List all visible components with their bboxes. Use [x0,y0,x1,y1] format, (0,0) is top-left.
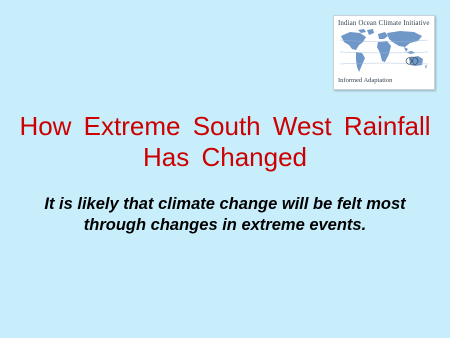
slide-title: How Extreme South West Rainfall Has Changed [19,111,431,172]
logo-top-text: Indian Ocean Climate Initiative [338,19,430,27]
world-map-icon [338,28,430,76]
logo-bottom-text: Informed Adaptation [338,77,393,84]
slide-subtitle: It is likely that climate change will be felt most through changes in extreme events. [44,195,406,234]
ioci-logo [333,15,435,90]
